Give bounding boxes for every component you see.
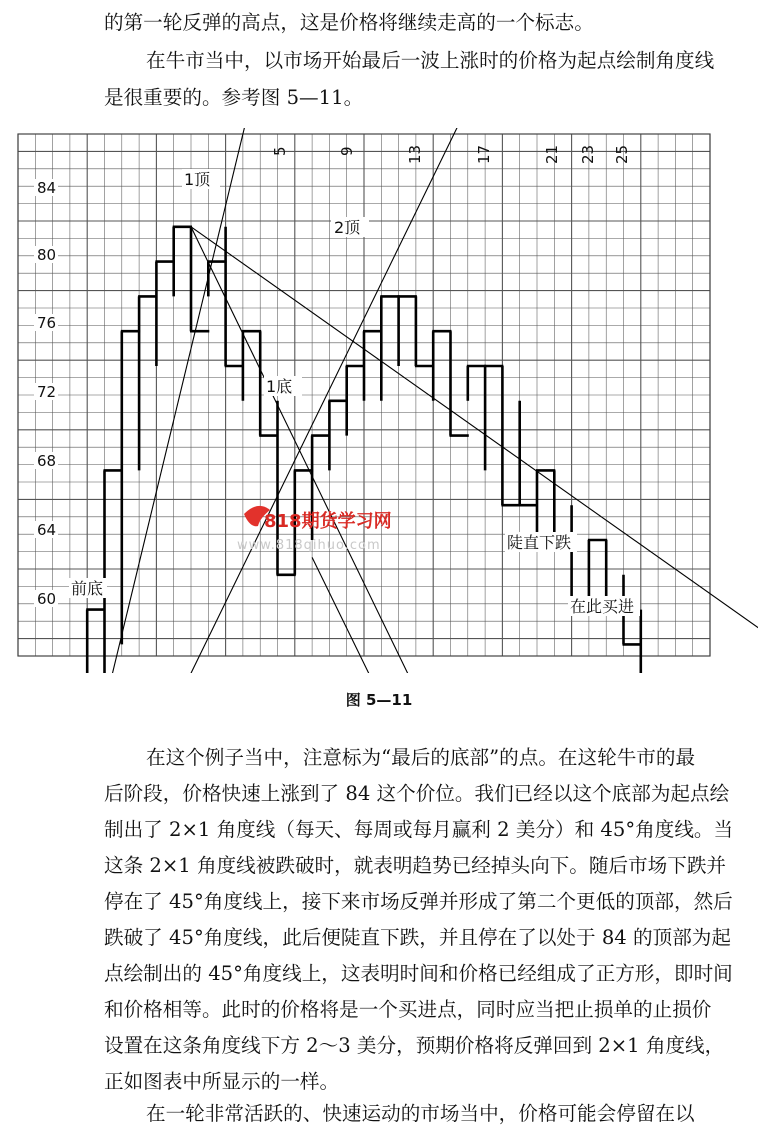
- text-line: 制出了 2×1 角度线（每天、每周或每月赢利 2 美分）和 45°角度线。当: [104, 818, 734, 841]
- x-tick-label: 17: [475, 144, 493, 164]
- angle-line: [191, 227, 758, 673]
- y-tick-label: 72: [37, 383, 57, 401]
- figure-caption: 图 5—11: [345, 691, 413, 709]
- text-line: 和价格相等。此时的价格将是一个买进点，同时应当把止损单的止损价: [104, 998, 712, 1021]
- y-tick-label: 80: [37, 246, 57, 264]
- text-paragraph-top: [0, 0, 758, 110]
- x-tick-label: 23: [579, 144, 597, 164]
- text-line: 在这个例子当中，注意标为“最后的底部”的点。在这轮牛市的最: [146, 746, 696, 769]
- x-tick-label: 21: [543, 144, 561, 164]
- text-line: 跌破了 45°角度线，此后便陡直下跌，并且停在了以处于 84 的顶部为起: [104, 926, 731, 949]
- text-line: 在牛市当中，以市场开始最后一波上涨时的价格为起点绘制角度线: [146, 49, 715, 72]
- annotation-top2: 2顶: [334, 218, 361, 237]
- text-line: 设置在这条角度线下方 2～3 美分，预期价格将反弹回到 2×1 角度线，: [104, 1034, 725, 1057]
- swing-chart: [0, 128, 758, 673]
- text-line: 正如图表中所显示的一样。: [104, 1070, 340, 1093]
- text-line: 停在了 45°角度线上，接下来市场反弹并形成了第二个更低的顶部，然后: [104, 890, 733, 913]
- watermark-url: www.818qihuo.com: [237, 538, 381, 553]
- x-tick-label: 25: [613, 144, 631, 164]
- annotation-bottom1: 1底: [266, 377, 293, 396]
- text-paragraph-bottom: [0, 735, 758, 1125]
- y-tick-label: 60: [37, 590, 57, 608]
- angle-line: [191, 227, 758, 673]
- annotation-prior-bottom: 前底: [71, 579, 104, 598]
- y-tick-label: 64: [37, 521, 57, 539]
- y-tick-label: 68: [37, 452, 57, 470]
- x-tick-label: 9: [338, 146, 356, 156]
- y-tick-label: 84: [37, 179, 57, 197]
- x-tick-label: 5: [271, 146, 289, 156]
- annotation-buy-here: 在此买进: [570, 597, 635, 616]
- annotation-steep-drop: 陡直下跌: [507, 533, 572, 552]
- text-line: 在一轮非常活跃的、快速运动的市场当中，价格可能会停留在以: [146, 1102, 695, 1125]
- watermark-brand: 818期货学习网: [264, 511, 392, 532]
- text-line: 点绘制出的 45°角度线上，这表明时间和价格已经组成了正方形，即时间: [104, 962, 733, 985]
- text-line: 是很重要的。参考图 5—11。: [104, 86, 364, 109]
- text-line: 这条 2×1 角度线被跌破时，就表明趋势已经掉头向下。随后市场下跌并: [104, 854, 727, 877]
- annotation-top1: 1顶: [184, 170, 211, 189]
- figure-5-11: [0, 128, 758, 673]
- text-line: 的第一轮反弹的高点，这是价格将继续走高的一个标志。: [104, 11, 594, 34]
- x-tick-label: 13: [406, 144, 424, 164]
- y-tick-label: 76: [37, 314, 57, 332]
- text-line: 后阶段，价格快速上涨到了 84 这个价位。我们已经以这个底部为起点绘: [104, 782, 730, 805]
